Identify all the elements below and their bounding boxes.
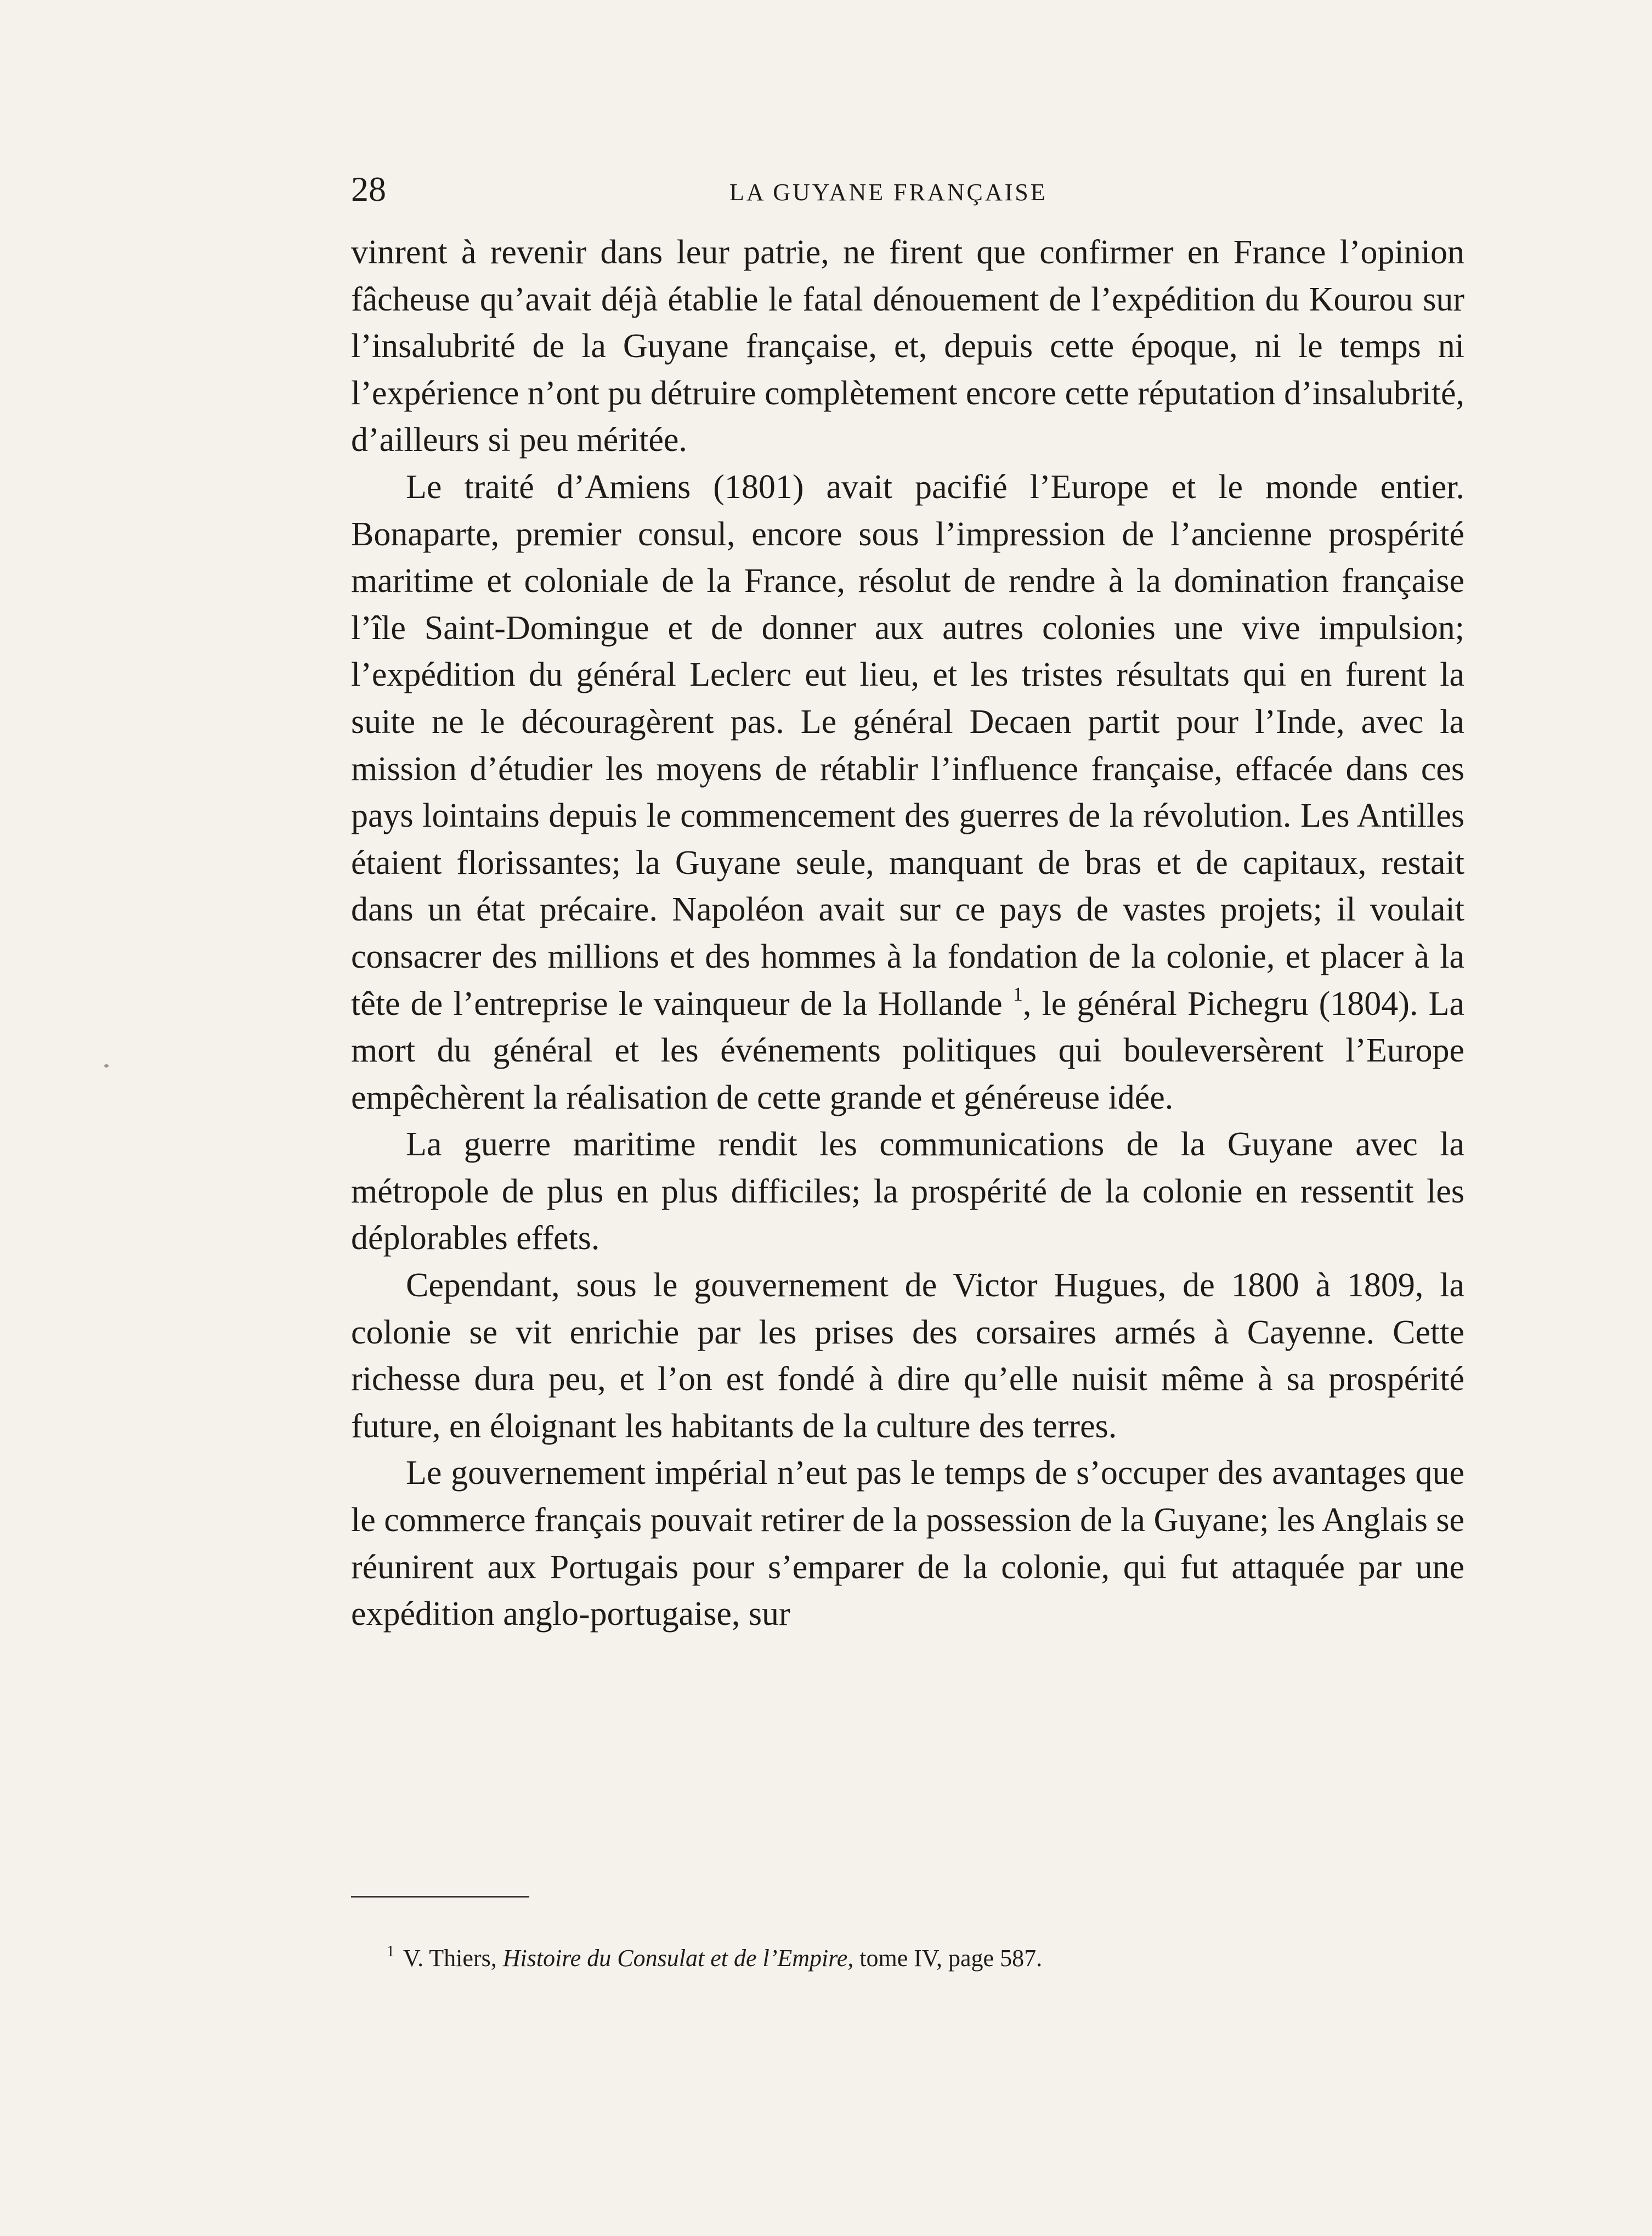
running-title: LA GUYANE FRANÇAISE <box>729 179 1048 206</box>
running-head <box>351 165 1464 214</box>
paragraph-5: Le gouvernement impérial n’eut pas le temps de s’occuper des avantages que le commerce français pouvait retirer de la possession de la Guyane; les Anglais se réunirent aux Portugais pour s’emparer de la colonie, qui fut attaquée par une expédition anglo-portugaise, sur <box>351 1454 1464 1633</box>
footnote-author: V. Thiers, <box>403 1945 497 1972</box>
footnote-number: 1 <box>387 1943 394 1960</box>
footnote-book-title: Histoire du Consulat et de l’Empire, <box>502 1945 854 1972</box>
footnote-separator <box>351 1896 529 1898</box>
paper-speck <box>104 1064 109 1068</box>
paragraph-1: vinrent à revenir dans leur patrie, ne firent que confirmer en France l’opinion fâcheuse qu’avait déjà établie le fatal dénouement de l’expédition du Kourou sur l’insalubrité de la Guyane française, et, depuis cette époque, ni le temps ni l’expérience n’ont pu détruire complètement encore cette réputation d’insalubrité, d’ailleurs si peu méritée. <box>351 234 1464 459</box>
paragraph-2-text-b: , le général Pichegru (1804). La mort du général et les événements politiques qui bouleversèrent l’Europe empêchèrent la réalisation de cette grande et généreuse idée. <box>351 985 1465 1116</box>
paragraph-2 <box>351 464 1464 1121</box>
paragraph-3: La guerre maritime rendit les communications de la Guyane avec la métropole de plus en plus difficiles; la prospérité de la colonie en ressentit les déplorables effets. <box>351 1126 1464 1257</box>
paragraph-2-text-a: Le traité d’Amiens (1801) avait pacifié l’Europe et le monde entier. Bonaparte, premier consul, encore sous l’impression de l’ancienne prospérité maritime et coloniale de la France, résolut de rendre à la domination française l’île Saint-Domingue et de donner aux autres colonies une vive impulsion; l’expédition du général Leclerc eut lieu, et les tristes résultats qui en furent la suite ne le découragèrent pas. Le général Decaen partit pour l’Inde, avec la mission d’étudier les moyens de rétablir l’influence française, effacée dans ces pays lointains depuis le commencement des guerres de la révolution. Les Antilles étaient florissantes; la Guyane seule, manquant de bras et de capitaux, restait dans un état précaire. Napoléon avait sur ce pays de vastes projets; il voulait consacrer des millions et des hommes à la fondation de la colonie, et placer à la tête de l’entreprise le vainqueur de la Hollande <box>351 468 1464 1023</box>
footnote <box>387 1942 1462 1975</box>
body-text <box>351 229 1464 1638</box>
footnote-reference: 1 <box>1012 983 1023 1005</box>
paragraph-4: Cependant, sous le gouvernement de Victor Hugues, de 1800 à 1809, la colonie se vit enrichie par les prises des corsaires armés à Cayenne. Cette richesse dura peu, et l’on est fondé à dire qu’elle nuisit même à sa prospérité future, en éloignant les habitants de la culture des terres. <box>351 1267 1464 1445</box>
page-number: 28 <box>351 170 386 208</box>
footnote-location: tome IV, page 587. <box>859 1945 1043 1972</box>
